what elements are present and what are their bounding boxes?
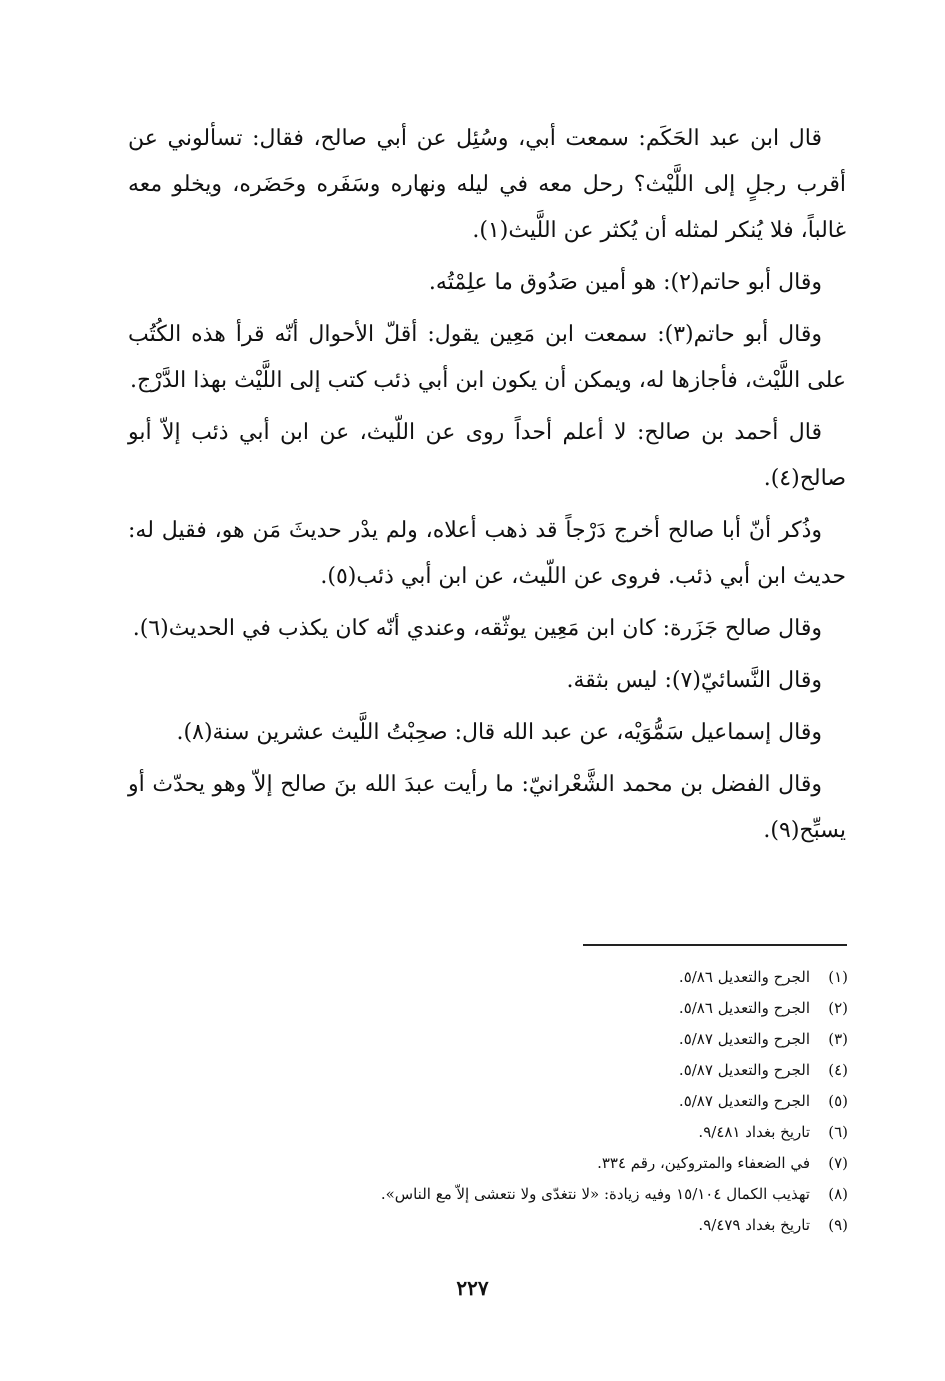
footnote-number: (٥) <box>828 1092 848 1110</box>
paragraph: وقال صالح جَزَرة: كان ابن مَعِين يوثّقه، وعندي أنّه كان يكذب في الحديث(٦). <box>132 616 822 641</box>
footnote-text: في الضعفاء والمتروكين، رقم ٣٣٤. <box>597 1154 810 1172</box>
paragraph: وذُكر أنّ أبا صالح أخرج دَرْجاً قد ذهب أعلاه، ولم يدْر حديثَ مَن هو، فقيل له: حديث ابن أبي ذئب. فروى عن اللّيث، عن ابن أبي ذئب(٥). <box>128 518 846 589</box>
footnote-text: تاريخ بغداد ٩/٤٧٩. <box>698 1216 810 1234</box>
footnote-number: (١) <box>828 968 848 986</box>
footnote-text: الجرح والتعديل ٥/٨٧. <box>678 1030 810 1048</box>
paragraph: قال ابن عبد الحَكَم: سمعت أبي، وسُئِل عن أبي صالح، فقال: تسألوني عن أقرب رجلٍ إلى اللَّيْث؟ رحل معه في ليله ونهاره وسَفَره وحَضَره، ويخلو معه غالباً، فلا يُنكر لمثله أن يُكثر عن اللَّيث(١). <box>128 126 846 243</box>
footnote-item <box>260 1024 848 1055</box>
footnotes-list <box>260 962 848 1241</box>
footnote-text: تهذيب الكمال ١٥/١٠٤ وفيه زيادة: «لا نتغدّى ولا نتعشى إلاّ مع الناس». <box>380 1185 810 1203</box>
paragraph: وقال الفضل بن محمد الشَّعْرانيّ: ما رأيت عبدَ الله بنَ صالح إلاّ وهو يحدّث أو يسبِّح(٩). <box>128 772 846 843</box>
paragraph: وقال إسماعيل سَمُّوَيْه، عن عبد الله قال: صحِبْتُ اللَّيث عشرين سنة(٨). <box>176 720 822 745</box>
footnote-number: (٦) <box>828 1123 848 1141</box>
footnote-text: الجرح والتعديل ٥/٨٧. <box>678 1092 810 1110</box>
footnote-number: (٧) <box>828 1154 848 1172</box>
paragraph: وقال أبو حاتم(٣): سمعت ابن مَعِين يقول: أقلّ الأحوال أنّه قرأ هذه الكُتُب على اللَّيْث، فأجازها له، ويمكن أن يكون ابن أبي ذئب كتب إلى اللَّيْث بهذا الدَّرْج. <box>128 322 846 393</box>
footnote-item <box>260 1055 848 1086</box>
footnote-text: الجرح والتعديل ٥/٨٦. <box>678 968 810 986</box>
paragraph: وقال النَّسائيّ(٧): ليس بثقة. <box>566 668 822 693</box>
footnote-text: الجرح والتعديل ٥/٨٧. <box>678 1061 810 1079</box>
footnote-text: الجرح والتعديل ٥/٨٦. <box>678 999 810 1017</box>
page-number: ٢٢٧ <box>456 1276 489 1300</box>
footnote-item <box>260 962 848 993</box>
footnote-number: (٢) <box>828 999 848 1017</box>
footnote-text: تاريخ بغداد ٩/٤٨١. <box>698 1123 810 1141</box>
footnote-item <box>260 1210 848 1241</box>
footnote-number: (٩) <box>828 1216 848 1234</box>
paragraph: وقال أبو حاتم(٢): هو أمين صَدُوق ما علِمْتُه. <box>428 270 822 295</box>
paragraph: قال أحمد بن صالح: لا أعلم أحداً روى عن اللّيث، عن ابن أبي ذئب إلاّ أبو صالح(٤). <box>128 420 846 491</box>
footnote-item <box>260 1148 848 1179</box>
main-text <box>128 116 846 854</box>
footnote-number: (٤) <box>828 1061 848 1079</box>
footnote-number: (٣) <box>828 1030 848 1048</box>
footnote-item <box>260 993 848 1024</box>
footnote-number: (٨) <box>828 1185 848 1203</box>
footnote-separator <box>583 944 847 946</box>
footnote-item <box>260 1086 848 1117</box>
footnote-item <box>260 1117 848 1148</box>
footnote-item <box>260 1179 848 1210</box>
